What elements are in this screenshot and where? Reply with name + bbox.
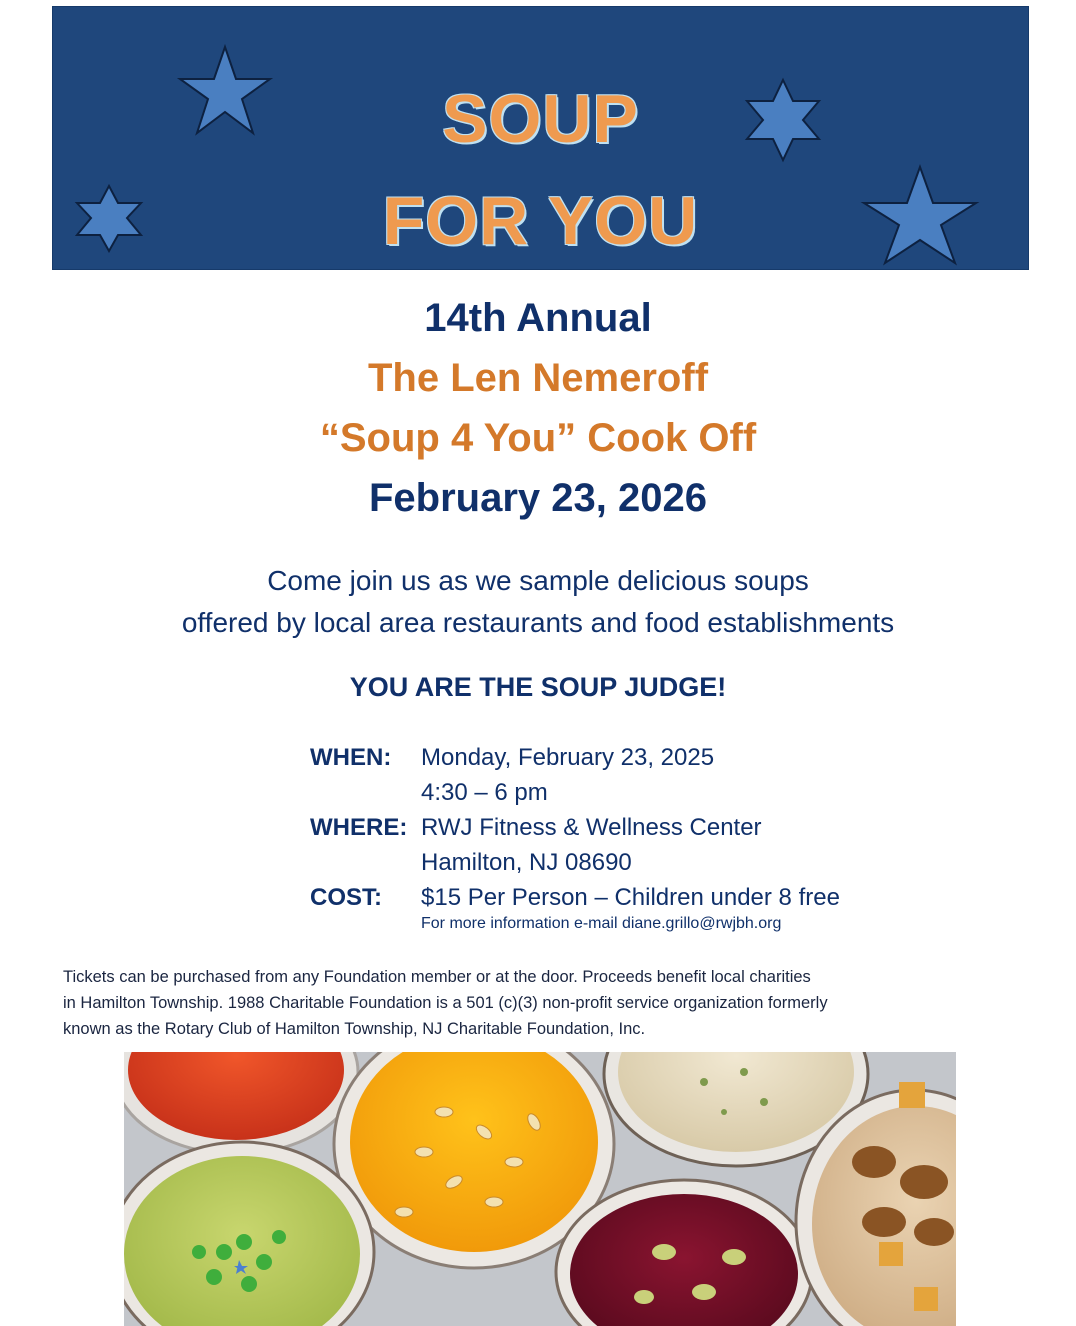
intro-line1: Come join us as we sample delicious soups [267, 565, 809, 596]
when-date: Monday, February 23, 2025 [421, 744, 715, 771]
event-edition: 14th Annual [424, 296, 652, 340]
header-banner [52, 6, 1029, 270]
event-name-line1: The Len Nemeroff [367, 356, 709, 400]
banner-title-line2: FOR YOU [382, 183, 699, 259]
judge-callout: YOU ARE THE SOUP JUDGE! [349, 672, 727, 702]
footer-note-line3: known as the Rotary Club of Hamilton Township, NJ Charitable Foundation, Inc. [63, 1020, 646, 1038]
soup-bowls-illustration [124, 1052, 956, 1326]
where-city: Hamilton, NJ 08690 [421, 849, 632, 876]
contact-info: For more information e-mail diane.grillo@rwjbh.org [421, 915, 782, 932]
when-time: 4:30 – 6 pm [421, 779, 548, 806]
where-venue: RWJ Fitness & Wellness Center [421, 814, 762, 841]
footer-note-line2: in Hamilton Township. 1988 Charitable Foundation is a 501 (c)(3) non-profit service organization formerly [63, 994, 828, 1012]
banner-title-line1: SOUP [442, 81, 639, 157]
cost-value: $15 Per Person – Children under 8 free [421, 884, 840, 911]
event-name-line2: “Soup 4 You” Cook Off [319, 416, 757, 460]
cost-label: COST: [310, 884, 382, 911]
intro-line2: offered by local area restaurants and food establishments [181, 607, 895, 638]
footer-note-line1: Tickets can be purchased from any Foundation member or at the door. Proceeds benefit local charities [63, 968, 811, 986]
soup-bowls-photo [124, 1052, 956, 1326]
where-label: WHERE: [310, 814, 408, 841]
footer-note [63, 964, 1003, 1042]
intro-text [0, 560, 1076, 644]
event-date: February 23, 2026 [369, 476, 707, 520]
when-label: WHEN: [310, 744, 392, 771]
